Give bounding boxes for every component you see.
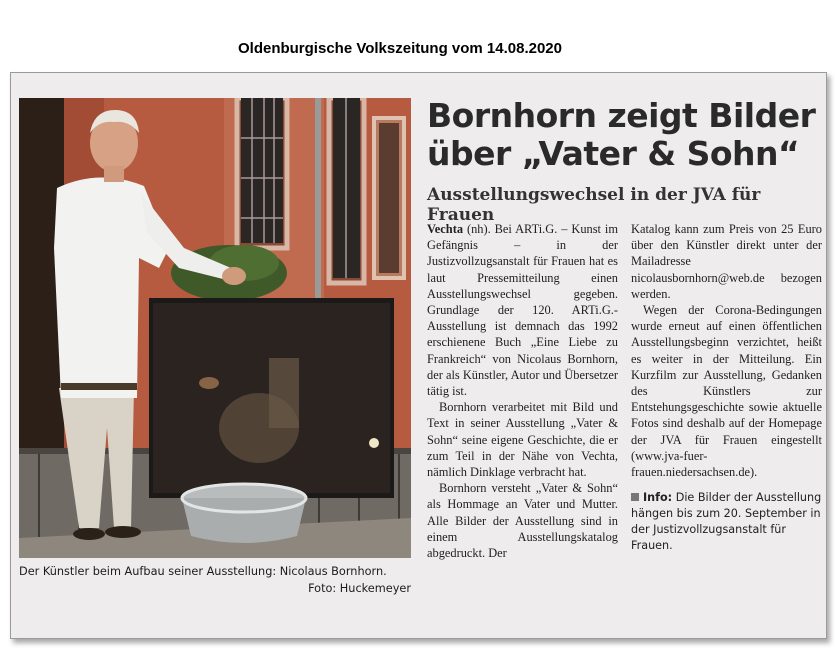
article-headline: Bornhorn zeigt Bilder über „Vater & Sohn“ <box>427 96 816 173</box>
source-line: Oldenburgische Volkszeitung vom 14.08.2020 <box>237 40 562 57</box>
text-column-2 <box>631 221 822 554</box>
info-square-icon <box>631 493 639 501</box>
article-photo <box>19 98 411 558</box>
photo-caption <box>19 563 411 597</box>
text-column-1 <box>427 221 618 561</box>
info-label: Info: <box>643 491 673 505</box>
paragraph-3: Bornhorn versteht „Vater & Sohn“ als Hommage an Vater und Mutter. Alle Bilder der Ausstellung sind in einem Ausstellungskatalog abgedruckt. Der <box>427 481 618 561</box>
info-box <box>631 490 822 554</box>
caption-text: Der Künstler beim Aufbau seiner Ausstellung: Nicolaus Bornhorn. <box>19 565 387 578</box>
article-subheadline: Ausstellungswechsel in der JVA für Frauen <box>427 185 761 225</box>
paragraph-1-text: (nh). Bei ARTi.G. – Kunst im Gefängnis – in der Justizvollzugsanstalt für Frauen hat es laut Pressemitteilung einen Ausstellungswechsel gegeben. Grundlage der 120. ARTi.G.-Ausstellung ist demnach das 1992 erschienene Buch „Eine Liebe zu Frankreich“ von Nicolaus Bornhorn, der als Künstler, Autor und Übersetzer tätig ist. <box>427 222 618 399</box>
paragraph-4: Katalog kann zum Preis von 25 Euro über den Künstler direkt unter der Mailadresse nicolausbornhorn@web.de bezogen werden. <box>631 222 822 301</box>
paragraph-5: Wegen der Corona-Bedingungen wurde erneut auf einen öffentlichen Ausstellungsbeginn verzichtet, heißt es weiter in der Mitteilung. Ein Kurzfilm zur Ausstellung, Gedanken des Künstlers zur Entstehungsgeschichte sowie aktuelle Fotos sind deshalb auf der Homepage der JVA für Frauen eingestellt (www.jva-fuer-frauen.niedersachsen.de). <box>631 303 822 480</box>
paragraph-1 <box>427 221 618 399</box>
info-text: Die Bilder der Ausstellung hängen bis zum 20. September in der Justizvollzugsanstalt für Frauen. <box>631 491 822 553</box>
photo-credit: Foto: Huckemeyer <box>308 582 411 595</box>
dateline: Vechta <box>427 222 464 236</box>
paragraph-2: Bornhorn verarbeitet mit Bild und Text in seiner Ausstellung „Vater & Sohn“ seine eigene Geschichte, die er zum Teil in der Nähe von Vechta, nämlich Dinklage verbracht hat. <box>427 400 618 480</box>
newspaper-clipping <box>10 72 827 639</box>
